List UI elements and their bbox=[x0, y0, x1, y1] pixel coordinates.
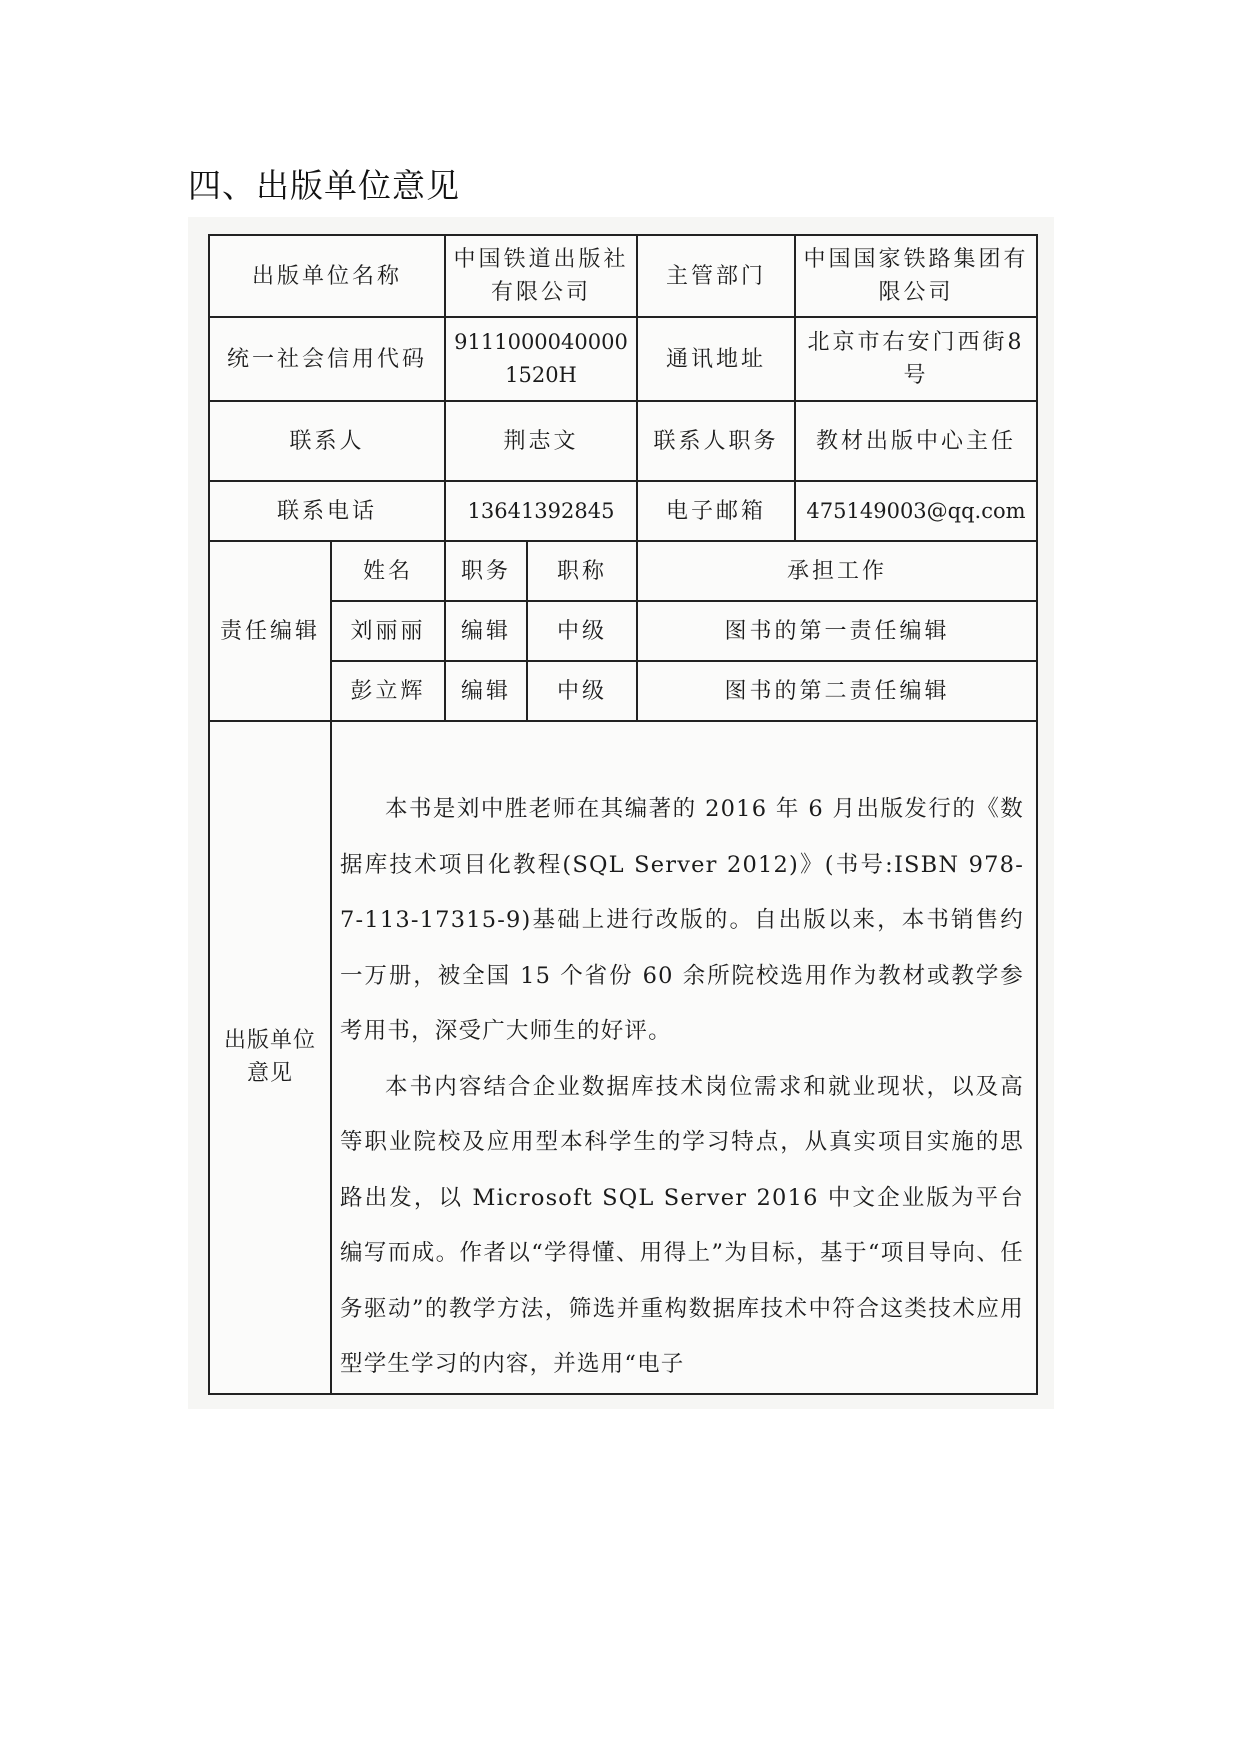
editors-section-label: 责任编辑 bbox=[209, 541, 331, 721]
table-row bbox=[209, 401, 1037, 481]
editors-header-position: 职务 bbox=[445, 541, 527, 601]
editor-rank: 中级 bbox=[527, 601, 637, 661]
editors-header-work: 承担工作 bbox=[637, 541, 1037, 601]
table-row bbox=[209, 235, 1037, 317]
email-value: 475149003@qq.com bbox=[795, 481, 1037, 541]
phone-label: 联系电话 bbox=[209, 481, 445, 541]
section-heading: 四、出版单位意见 bbox=[188, 166, 460, 205]
table-row bbox=[209, 317, 1037, 401]
address-value: 北京市右安门西街8号 bbox=[795, 317, 1037, 401]
contact-label: 联系人 bbox=[209, 401, 445, 481]
editors-header-name: 姓名 bbox=[331, 541, 445, 601]
authority-value: 中国国家铁路集团有限公司 bbox=[795, 235, 1037, 317]
table-row bbox=[209, 541, 1037, 601]
authority-label: 主管部门 bbox=[637, 235, 795, 317]
editor-position: 编辑 bbox=[445, 661, 527, 721]
phone-value: 13641392845 bbox=[445, 481, 637, 541]
opinion-label: 出版单位意见 bbox=[209, 721, 331, 1394]
table-row bbox=[209, 481, 1037, 541]
editor-work: 图书的第二责任编辑 bbox=[637, 661, 1037, 721]
opinion-paragraph: 本书内容结合企业数据库技术岗位需求和就业现状，以及高等职业院校及应用型本科学生的学习特点，从真实项目实施的思路出发，以 Microsoft SQL Server 2016 中文企业版为平台编写而成。作者以“学得懂、用得上”为目标，基于“项目导向、任务驱动”的教学方法，筛选并重构数据库技术中符合这类技术应用型学生学习的内容，并选用“电子 bbox=[340, 1073, 1024, 1377]
opinion-paragraph: 本书是刘中胜老师在其编著的 2016 年 6 月出版发行的《数据库技术项目化教程(SQL Server 2012)》(书号:ISBN 978-7-113-17315-9)基础上进行改版的。自出版以来，本书销售约一万册，被全国 15 个省份 60 余所院校选用作为教材或教学参考用书，深受广大师生的好评。 bbox=[340, 796, 1024, 1044]
table-row bbox=[209, 721, 1037, 1394]
publisher-name-label: 出版单位名称 bbox=[209, 235, 445, 317]
contact-value: 荆志文 bbox=[445, 401, 637, 481]
publisher-name-value: 中国铁道出版社有限公司 bbox=[445, 235, 637, 317]
table-row bbox=[209, 601, 1037, 661]
contact-title-label: 联系人职务 bbox=[637, 401, 795, 481]
editor-rank: 中级 bbox=[527, 661, 637, 721]
editor-work: 图书的第一责任编辑 bbox=[637, 601, 1037, 661]
opinion-text bbox=[331, 721, 1037, 1394]
table-row bbox=[209, 661, 1037, 721]
address-label: 通讯地址 bbox=[637, 317, 795, 401]
contact-title-value: 教材出版中心主任 bbox=[795, 401, 1037, 481]
publisher-opinion-table bbox=[208, 234, 1038, 1395]
email-label: 电子邮箱 bbox=[637, 481, 795, 541]
editor-position: 编辑 bbox=[445, 601, 527, 661]
credit-code-label: 统一社会信用代码 bbox=[209, 317, 445, 401]
editors-header-rank: 职称 bbox=[527, 541, 637, 601]
credit-code-value: 91110000400001520H bbox=[445, 317, 637, 401]
editor-name: 刘丽丽 bbox=[331, 601, 445, 661]
editor-name: 彭立辉 bbox=[331, 661, 445, 721]
